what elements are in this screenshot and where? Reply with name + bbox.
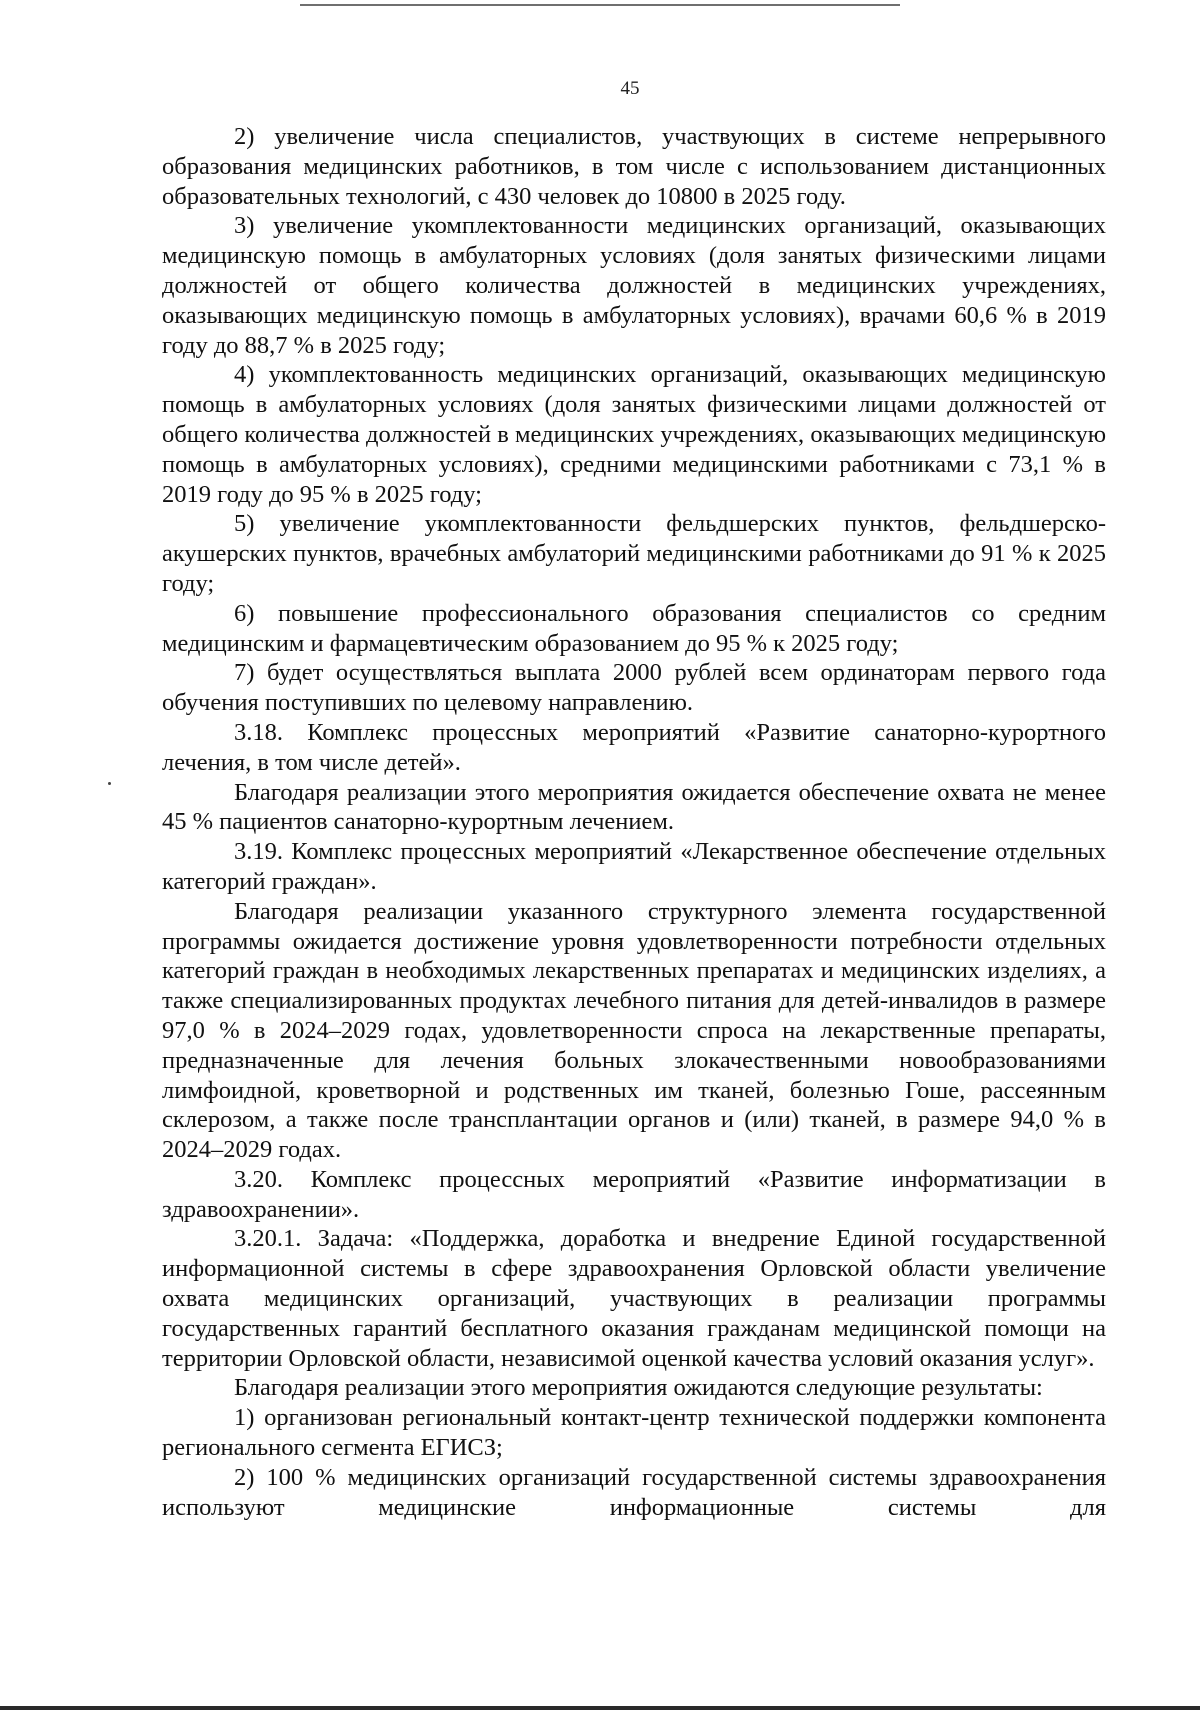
paragraph-result-1: 1) организован региональный контакт-центр технической поддержки компонента регионального сегмента ЕГИСЗ; xyxy=(162,1404,1106,1462)
paragraph-item-2: 2) увеличение числа специалистов, участвующих в системе непрерывного образования медицинских работников, в том числе с использованием дистанционных образовательных технологий, с 430 человек до 10800 в 2025 году. xyxy=(162,123,1106,210)
paragraph-item-7: 7) будет осуществляться выплата 2000 рублей всем ординаторам первого года обучения поступивших по целевому направлению. xyxy=(162,659,1106,717)
section-heading-3-19: 3.19. Комплекс процессных мероприятий «Лекарственное обеспечение отдельных категорий граждан». xyxy=(162,838,1106,895)
top-scan-line xyxy=(300,4,900,6)
document-body xyxy=(162,122,1106,1522)
paragraph-task-3-20-1: 3.20.1. Задача: «Поддержка, доработка и внедрение Единой государственной информационной системы в сфере здравоохранения Орловской области увеличение охвата медицинских организаций, участвующих в реализации программы государственных гарантий бесплатного оказания гражданам медицинской помощи на территории Орловской области, независимой оценкой качества условий оказания услуг». xyxy=(162,1225,1106,1372)
paragraph-item-3: 3) увеличение укомплектованности медицинских организаций, оказывающих медицинскую помощь в амбулаторных условиях (доля занятых физическими лицами должностей от общего количества должностей в медицинских учреждениях, оказывающих медицинскую помощь в амбулаторных условиях), врачами 60,6 % в 2019 году до 88,7 % в 2025 году; xyxy=(162,212,1106,359)
paragraph-result-2: 2) 100 % медицинских организаций государственной системы здравоохранения используют медицинские информационные системы для xyxy=(162,1463,1106,1521)
section-heading-3-20: 3.20. Комплекс процессных мероприятий «Развитие информатизации в здравоохранении». xyxy=(162,1165,1106,1223)
section-heading-3-18: 3.18. Комплекс процессных мероприятий «Развитие санаторно-курортного лечения, в том числе детей». xyxy=(162,718,1106,776)
margin-speck xyxy=(108,782,111,785)
paragraph-results-intro: Благодаря реализации этого мероприятия ожидаются следующие результаты: xyxy=(234,1374,1043,1402)
paragraph-item-6: 6) повышение профессионального образования специалистов со средним медицинским и фармацевтическим образованием до 95 % к 2025 году; xyxy=(162,599,1106,657)
paragraph-item-5: 5) увеличение укомплектованности фельдшерских пунктов, фельдшерско-акушерских пунктов, врачебных амбулаторий медицинскими работниками до 91 % к 2025 году; xyxy=(162,510,1106,597)
paragraph-result-3-18: Благодаря реализации этого мероприятия ожидается обеспечение охвата не менее 45 % пациентов санаторно-курортным лечением. xyxy=(162,778,1106,836)
bottom-scan-edge xyxy=(0,1706,1200,1710)
paragraph-item-4: 4) укомплектованность медицинских организаций, оказывающих медицинскую помощь в амбулаторных условиях (доля занятых физическими лицами должностей от общего количества должностей в медицинских учреждениях, оказывающих медицинскую помощь в амбулаторных условиях), средними медицинскими работниками с 73,1 % в 2019 году до 95 % в 2025 году; xyxy=(162,361,1106,508)
paragraph-result-3-19: Благодаря реализации указанного структурного элемента государственной программы ожидается достижение уровня удовлетворенности потребности отдельных категорий граждан в необходимых лекарственных препаратах и медицинских изделиях, а также специализированных продуктах лечебного питания для детей-инвалидов в размере 97,0 % в 2024–2029 годах, удовлетворенности спроса на лекарственные препараты, предназначенные для лечения больных злокачественными новообразованиями лимфоидной, кроветворной и родственных им тканей, болезнью Гоше, рассеянным склерозом, а также после трансплантации органов и (или) тканей, в размере 94,0 % в 2024–2029 годах. xyxy=(162,897,1106,1164)
page-number: 45 xyxy=(620,78,640,99)
